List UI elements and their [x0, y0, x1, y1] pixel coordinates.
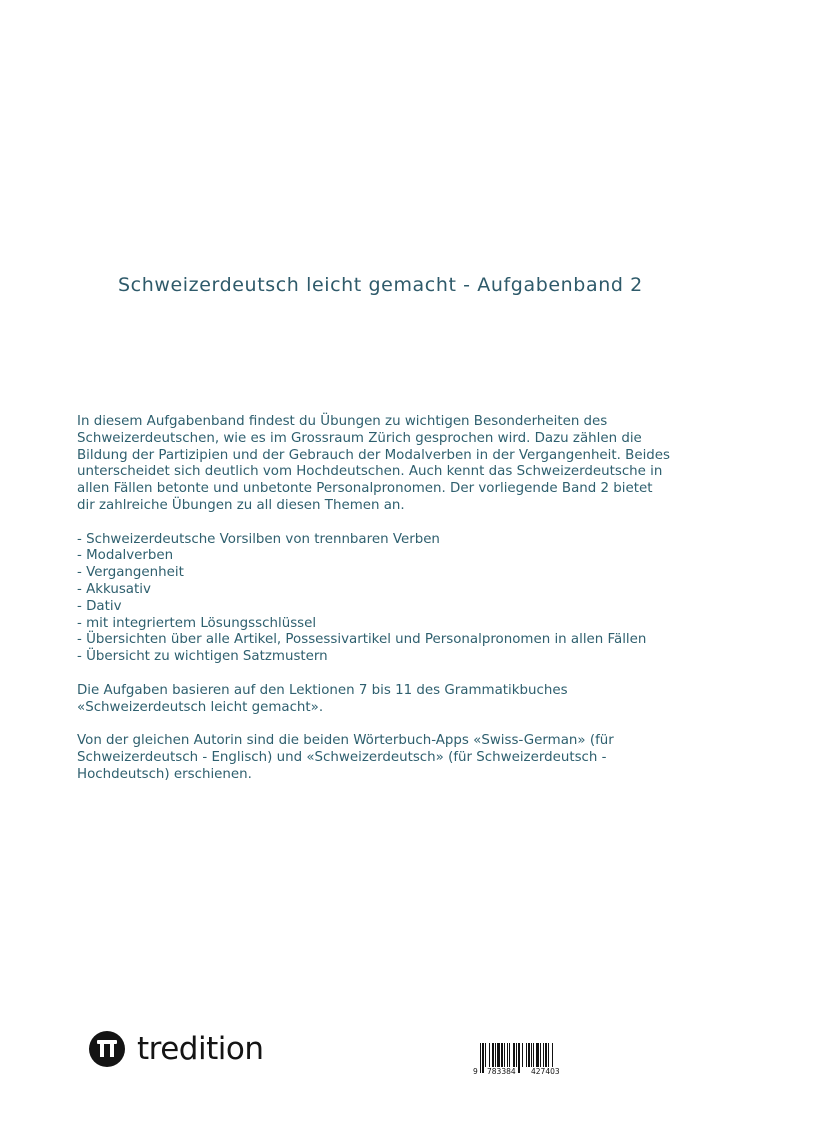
barcode-bar	[507, 1043, 508, 1067]
apps-line: Von der gleichen Autorin sind die beiden Wörterbuch-Apps «Swiss-German» (für	[77, 733, 614, 749]
barcode-bar	[509, 1043, 510, 1067]
intro-line: Bildung der Partizipien und der Gebrauch der Modalverben in der Vergangenheit. Beides	[77, 447, 671, 463]
apps-line: Hochdeutsch) erschienen.	[77, 766, 252, 782]
topic-item: - Dativ	[77, 598, 122, 614]
topic-item: - Übersichten über alle Artikel, Possessivartikel und Personalpronomen in allen Fällen	[77, 632, 647, 648]
intro-paragraph	[77, 414, 737, 515]
intro-line: Schweizerdeutschen, wie es im Grossraum Zürich gesprochen wird. Dazu zählen die	[77, 430, 642, 446]
topic-item: - Modalverben	[77, 548, 174, 564]
topic-item: - Akkusativ	[77, 581, 151, 597]
barcode-digit-lead: 9	[473, 1067, 478, 1076]
topic-item: - Vergangenheit	[77, 565, 184, 581]
basis-line: «Schweizerdeutsch leicht gemacht».	[77, 699, 324, 715]
barcode-bar	[531, 1043, 532, 1067]
topic-item: - Übersicht zu wichtigen Satzmustern	[77, 649, 328, 665]
barcode-bar	[504, 1043, 505, 1067]
barcode-bar	[513, 1043, 515, 1067]
barcode-bar	[543, 1043, 544, 1067]
publisher-name: tredition	[137, 1031, 264, 1067]
barcode-bar	[545, 1043, 547, 1067]
barcode-bar	[480, 1043, 481, 1073]
barcode-bar	[526, 1043, 527, 1067]
barcode-bar	[495, 1043, 496, 1067]
back-cover-blurb	[77, 414, 737, 800]
barcode-bar	[548, 1043, 549, 1067]
barcode-group-left: 783384	[487, 1067, 516, 1076]
apps-paragraph	[77, 733, 737, 783]
barcode-bar	[501, 1043, 503, 1067]
apps-line: Schweizerdeutsch - Englisch) und «Schweizerdeutsch» (für Schweizerdeutsch -	[77, 749, 607, 765]
barcode-bar	[492, 1043, 494, 1067]
barcode-bar	[522, 1043, 523, 1067]
publisher-logo	[89, 1031, 263, 1067]
barcode-bar	[528, 1043, 530, 1067]
topic-item: - Schweizerdeutsche Vorsilben von trennbaren Verben	[77, 531, 440, 547]
tredition-logo-icon	[89, 1031, 125, 1067]
intro-line: allen Fällen betonte und unbetonte Personalpronomen. Der vorliegende Band 2 bietet	[77, 481, 653, 497]
isbn-barcode	[472, 1043, 576, 1077]
barcode-bar	[536, 1043, 539, 1067]
basis-paragraph	[77, 683, 737, 717]
barcode-bar	[497, 1043, 500, 1067]
topic-list	[77, 532, 737, 666]
basis-line: Die Aufgaben basieren auf den Lektionen 7 bis 11 des Grammatikbuches	[77, 682, 568, 698]
intro-line: In diesem Aufgabenband findest du Übungen zu wichtigen Besonderheiten des	[77, 414, 608, 429]
barcode-bar	[489, 1043, 490, 1067]
intro-line: unterscheidet sich deutlich vom Hochdeutschen. Auch kennt das Schweizerdeutsche in	[77, 464, 663, 480]
book-title: Schweizerdeutsch leicht gemacht - Aufgabenband 2	[118, 274, 643, 296]
barcode-bar	[540, 1043, 541, 1067]
barcode-bar	[485, 1043, 486, 1067]
barcode-group-right: 427403	[531, 1067, 560, 1076]
intro-line: dir zahlreiche Übungen zu all diesen Themen an.	[77, 497, 405, 513]
barcode-bar	[482, 1043, 484, 1073]
barcode-bar	[518, 1043, 520, 1073]
topic-item: - mit integriertem Lösungsschlüssel	[77, 615, 317, 631]
barcode-bar	[533, 1043, 534, 1067]
